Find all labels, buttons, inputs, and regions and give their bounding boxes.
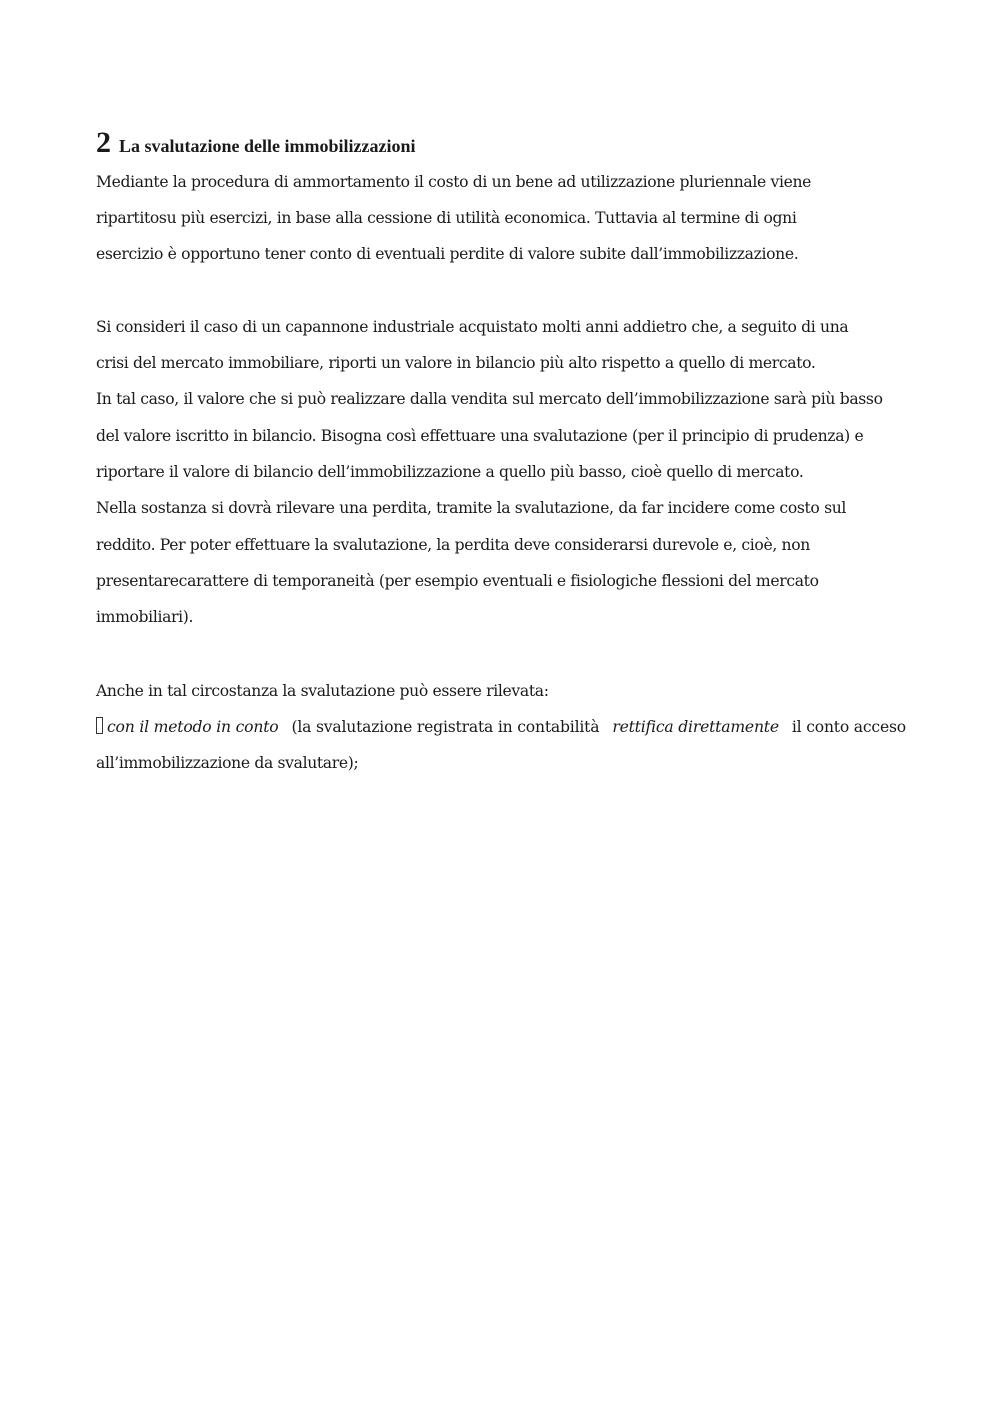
paragraph-2-line-6: Nella sostanza si dovrà rilevare una perdita, tramite la svalutazione, da far incidere come costo sul (96, 499, 847, 517)
bullet-lead (96, 717, 278, 737)
paragraph-1-line-2: ripartitosu più esercizi, in base alla cessione di utilità economica. Tuttavia al termine di ogni (96, 209, 797, 227)
paragraph-2-line-5: riportare il valore di bilancio dell’immobilizzazione a quello più basso, cioè quello di mercato. (96, 463, 804, 481)
paragraph-1-line-3: esercizio è opportuno tener conto di eventuali perdite di valore subite dall’immobilizzazione. (96, 245, 799, 263)
bullet-method-name: con il metodo in conto (107, 718, 279, 736)
bullet-box-icon (96, 717, 103, 734)
bullet-text-part-2: il conto acceso (791, 718, 906, 736)
bullet-item-1-continuation: all’immobilizzazione da svalutare); (96, 754, 359, 772)
bullet-emphasis: rettifica direttamente (612, 718, 779, 736)
section-number: 2 (96, 126, 111, 159)
paragraph-2-line-9: immobiliari). (96, 608, 194, 626)
paragraph-2-line-2: crisi del mercato immobiliare, riporti un valore in bilancio più alto rispetto a quello di mercato. (96, 354, 816, 372)
paragraph-2-line-1: Si consideri il caso di un capannone industriale acquistato molti anni addietro che, a seguito di una (96, 318, 849, 336)
section-heading (96, 126, 415, 160)
bullet-item-1 (96, 717, 906, 737)
paragraph-2-line-3: In tal caso, il valore che si può realizzare dalla vendita sul mercato dell’immobilizzazione sarà più basso (96, 390, 883, 408)
paragraph-3-intro: Anche in tal circostanza la svalutazione può essere rilevata: (96, 682, 549, 700)
paragraph-2-line-4: del valore iscritto in bilancio. Bisogna così effettuare una svalutazione (per il principio di prudenza) e (96, 427, 864, 445)
paragraph-2-line-8: presentarecarattere di temporaneità (per esempio eventuali e fisiologiche flessioni del mercato (96, 572, 819, 590)
paragraph-2-line-7: reddito. Per poter effettuare la svalutazione, la perdita deve considerarsi durevole e, cioè, non (96, 536, 810, 554)
bullet-text-part-1: (la svalutazione registrata in contabilità (291, 718, 600, 736)
section-title: La svalutazione delle immobilizzazioni (119, 136, 416, 156)
paragraph-1-line-1: Mediante la procedura di ammortamento il costo di un bene ad utilizzazione pluriennale viene (96, 173, 812, 191)
